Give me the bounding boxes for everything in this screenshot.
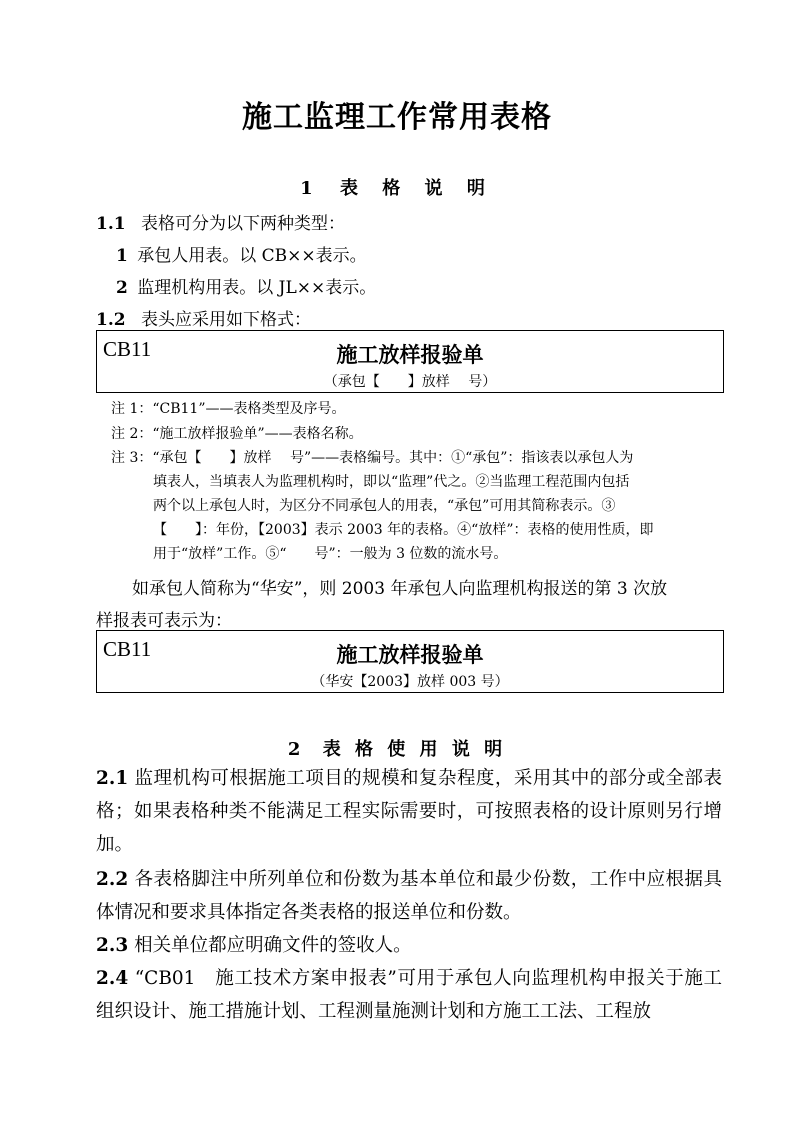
note-1: 注 1：“CB11”——表格类型及序号。 bbox=[111, 401, 346, 417]
section-1-char: 表 bbox=[339, 178, 358, 199]
sub-item-number: 2 bbox=[116, 278, 128, 298]
note-3-line-3: 两个以上承包人时，为区分不同承包人的用表，“承包”可用其简称表示。③ bbox=[153, 498, 616, 514]
item-2-4 bbox=[96, 962, 722, 1028]
item-number: 1.1 bbox=[96, 214, 126, 234]
form-title: 施工放样报验单 bbox=[336, 642, 484, 667]
header-example-box-2 bbox=[96, 630, 724, 693]
item-number: 1.2 bbox=[96, 310, 126, 330]
section-2-char: 明 bbox=[484, 739, 503, 760]
header-example-box-1 bbox=[96, 330, 724, 393]
sub-item-text: 监理机构用表。以 JL××表示。 bbox=[137, 278, 377, 298]
note-3-line-4: 【 】：年份，【2003】表示 2003 年的表格。④“放样”：表格的使用性质，即 bbox=[153, 522, 654, 538]
section-1-char: 明 bbox=[466, 178, 485, 199]
section-2-char: 用 bbox=[419, 739, 438, 760]
section-2-char: 使 bbox=[387, 739, 406, 760]
section-2-char: 表 bbox=[322, 739, 341, 760]
form-number: （承包【 】放样 号） bbox=[323, 374, 497, 390]
item-text: “CB01 施工技术方案申报表”可用于承包人向监理机构申报关于施工组织设计、施工措施计划、工程测量施测计划和方施工工法、工程放 bbox=[96, 968, 722, 1022]
note-2: 注 2：“施工放样报验单”——表格名称。 bbox=[111, 426, 363, 442]
item-text: 表格可分为以下两种类型： bbox=[140, 214, 345, 234]
item-number: 2.4 bbox=[96, 968, 129, 989]
form-number: （华安【2003】放样 003 号） bbox=[311, 674, 509, 690]
item-number: 2.2 bbox=[96, 869, 129, 890]
item-2-1 bbox=[96, 762, 722, 861]
note-3-line-5: 用于“放样”工作。⑤“ 号”：一般为 3 位数的流水号。 bbox=[153, 546, 508, 562]
sub-item-number: 1 bbox=[116, 246, 128, 266]
item-text: 监理机构可根据施工项目的规模和复杂程度，采用其中的部分或全部表格；如果表格种类不能满足工程实际需要时，可按照表格的设计原则另行增加。 bbox=[96, 768, 722, 855]
section-1-char: 说 bbox=[424, 178, 443, 199]
section-1-char: 格 bbox=[382, 178, 401, 199]
note-3-line-2: 填表人，当填表人为监理机构时，即以“监理”代之。②当监理工程范围内包括 bbox=[153, 474, 630, 490]
sub-item-text: 承包人用表。以 CB××表示。 bbox=[137, 246, 367, 266]
section-2-heading bbox=[0, 735, 794, 761]
item-number: 2.3 bbox=[96, 935, 129, 956]
section-1-number: 1 bbox=[300, 178, 313, 199]
item-2-3 bbox=[96, 929, 722, 962]
section-2-char: 格 bbox=[354, 739, 373, 760]
item-text: 表头应采用如下格式： bbox=[140, 310, 311, 330]
note-3-line-1: 注 3：“承包【 】放样 号”——表格编号。其中：①“承包”：指该表以承包人为 bbox=[111, 450, 634, 466]
form-code: CB11 bbox=[103, 337, 152, 361]
page-title: 施工监理工作常用表格 bbox=[242, 100, 552, 135]
section-2-char: 说 bbox=[451, 739, 470, 760]
sub-item-1 bbox=[116, 241, 367, 266]
item-text: 相关单位都应明确文件的签收人。 bbox=[134, 935, 412, 956]
item-1-1 bbox=[96, 209, 345, 234]
sub-item-2 bbox=[116, 273, 376, 298]
section-2-number: 2 bbox=[287, 739, 301, 760]
form-title: 施工放样报验单 bbox=[336, 342, 484, 367]
item-number: 2.1 bbox=[96, 768, 129, 789]
example-line-2: 样报表可表示为： bbox=[96, 611, 232, 631]
item-2-2 bbox=[96, 863, 722, 929]
form-code: CB11 bbox=[103, 637, 152, 661]
section-1-heading bbox=[0, 174, 794, 200]
item-1-2 bbox=[96, 305, 311, 330]
example-line-1: 如承包人简称为“华安”，则 2003 年承包人向监理机构报送的第 3 次放 bbox=[132, 579, 668, 599]
item-text: 各表格脚注中所列单位和份数为基本单位和最少份数，工作中应根据具体情况和要求具体指定各类表格的报送单位和份数。 bbox=[96, 869, 722, 923]
